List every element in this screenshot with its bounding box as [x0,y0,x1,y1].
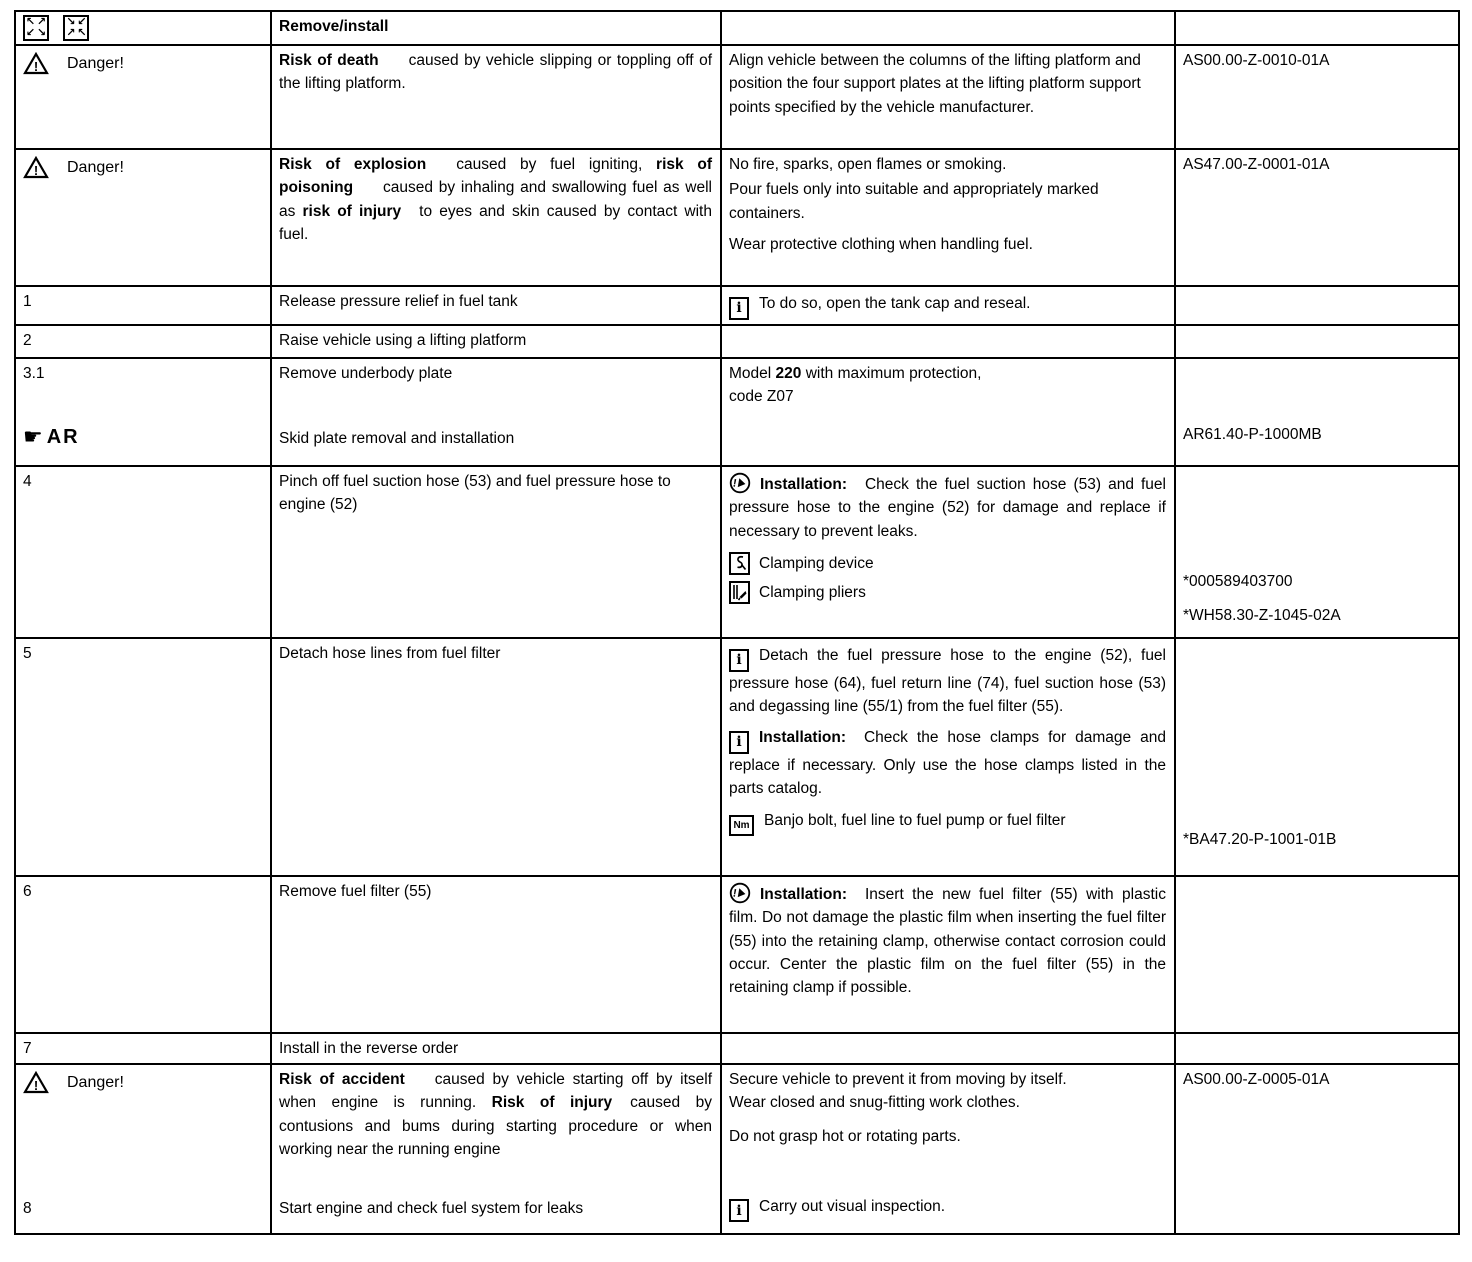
step-action: Pinch off fuel suction hose (53) and fuel pressure hose to engine (52) [272,467,722,637]
info-icon: i [729,649,749,672]
danger-marker-cell [16,1065,272,1233]
note-text: Detach the fuel pressure hose to the engine (52), fuel pressure hose (64), fuel return line (74), fuel suction hose (53) and degassing line (55/1) from the fuel filter (55). [729,647,1166,715]
table-row [16,1065,1458,1235]
step-number: 3.1 [23,365,45,382]
danger-label: Danger! [67,159,124,176]
empty-cell [1176,1034,1458,1063]
table-title: Remove/install [272,12,722,44]
installation-note [729,882,1166,999]
document-code-cell [1176,467,1458,637]
warning-triangle-icon [23,52,49,75]
empty-cell [1176,12,1458,44]
note-text: Banjo bolt, fuel line to fuel pump or fuel filter [764,812,1066,829]
risk-bold-text: risk of injury [302,202,402,220]
step-action: Remove fuel filter (55) [272,877,722,1032]
risk-bold-text: Risk of injury [491,1094,613,1112]
step-number: 2 [16,326,272,357]
note-line: Pour fuels only into suitable and appropriately marked containers. [729,181,1099,222]
installation-label: Installation: [760,886,847,903]
step-action: Detach hose lines from fuel filter [272,639,722,875]
step-number-cell [16,359,272,465]
document-code: AS00.00-Z-0010-01A [1183,52,1330,69]
danger-label: Danger! [67,55,124,72]
document-code: AR61.40-P-1000MB [1183,425,1322,443]
installation-label: Installation: [760,476,847,493]
torque-icon: Nm [729,815,754,836]
clamping-device-icon [729,552,750,575]
document-code-cell [1176,639,1458,875]
table-row [16,639,1458,877]
table-row [16,467,1458,639]
installation-icon [729,882,751,904]
document-code: AS00.00-Z-0005-01A [1183,1071,1330,1088]
clamping-pliers-icon [729,581,750,604]
info-icon: i [729,297,749,320]
ar-label: AR [46,426,80,448]
note-text: Insert the new fuel filter (55) with plastic film. Do not damage the plastic film when inserting the fuel filter (55) into the retaining clamp, otherwise contact corrosion could occur. Center the plastic film on the fuel filter (55) in the retaining clamp if possible. [729,886,1166,996]
torque-note [729,809,1166,836]
danger-text-cell: Risk of explosion caused by fuel igniting, risk of poisoning caused by inhaling and swallowing fuel as well as risk of injury to eyes and skin caused by contact with fuel. [272,150,722,285]
risk-text: caused by vehicle slipping or toppling off of the lifting platform. [279,52,712,93]
risk-bold-text: Risk of explosion [279,156,427,173]
step-number: 4 [16,467,272,637]
empty-cell [1176,877,1458,1032]
sub-procedure-title: Skid plate removal and installation [279,429,515,447]
step-action-cell [272,359,722,465]
expand-icon[interactable]: ↖ ↗ ↙ ↘ [23,15,49,41]
note-cell [722,639,1176,875]
step-action: Install in the reverse order [272,1034,722,1063]
note-cell [722,1065,1176,1233]
tool-name: Clamping pliers [759,584,866,601]
note-text: Check the fuel suction hose (53) and fuel pressure hose to the engine (52) for damage and replace if necessary to prevent leaks. [729,476,1166,540]
table-row [16,287,1458,326]
info-icon: i [729,731,749,754]
table-row [16,359,1458,467]
danger-marker-cell [16,46,272,148]
document-code: *BA47.20-P-1001-01B [1183,831,1337,848]
note-text: Check the hose clamps for damage and replace if necessary. Only use the hose clamps listed in the parts catalog. [729,729,1166,797]
danger-marker-cell [16,150,272,285]
empty-cell [722,1034,1176,1063]
header-icons-cell [16,12,272,44]
risk-bold-text: Risk of death [279,52,379,69]
note-cell [722,287,1176,324]
danger-text-cell: Risk of accident caused by vehicle starting off by itself when engine is running. Risk of injury caused by contusions and bums during starting procedure or when working near the running engine Start engine and check fuel system for leaks [272,1065,722,1233]
step-number: 6 [16,877,272,1032]
collapse-icon[interactable]: ↘ ↙ ↗ ↖ [63,15,89,41]
installation-icon [729,472,751,494]
document-code-cell [1176,359,1458,465]
warning-triangle-icon [23,1071,49,1094]
empty-cell [722,12,1176,44]
note-line: Wear closed and snug-fitting work clothes. [729,1094,1020,1112]
note-cell [722,877,1176,1032]
svg-text:!: ! [33,163,39,178]
note-line: No fire, sparks, open flames or smoking. [729,156,1007,173]
part-number: *000589403700 [1183,573,1293,590]
svg-text:!: ! [33,59,39,74]
info-note [729,1195,1166,1231]
note-text: Carry out visual inspection. [759,1197,946,1215]
empty-cell [1176,287,1458,324]
step-action: Remove underbody plate [279,365,453,382]
empty-cell [722,326,1176,357]
note-text: To do so, open the tank cap and reseal. [759,295,1031,312]
note-cell [722,467,1176,637]
hand-pointer-icon: ☛ [23,424,43,449]
scanned-service-document [0,10,1472,1262]
table-row [16,1034,1458,1065]
installation-label: Installation: [759,729,846,746]
step-number: 5 [16,639,272,875]
danger-text-cell [272,46,722,148]
risk-bold-text: risk of poisoning [279,156,713,197]
table-row [16,877,1458,1034]
note-cell [722,150,1176,285]
special-tool-line [729,552,1166,575]
step-action: Release pressure relief in fuel tank [272,287,722,324]
note-line: code Z07 [729,388,794,406]
info-icon: i [729,1199,749,1222]
svg-text:!: ! [731,887,738,900]
svg-text:!: ! [731,477,738,490]
table-row [16,326,1458,359]
info-note [729,644,1166,718]
step-action: Raise vehicle using a lifting platform [272,326,722,357]
step-action: Start engine and check fuel system for leaks [279,1199,584,1217]
note-line: Secure vehicle to prevent it from moving by itself. [729,1071,1067,1088]
note-line: Do not grasp hot or rotating parts. [729,1127,961,1145]
tool-name: Clamping device [759,554,874,572]
step-number: 1 [16,287,272,324]
danger-label: Danger! [67,1074,124,1091]
installation-note [729,726,1166,800]
note-cell: Align vehicle between the columns of the lifting platform and position the four support plates at the lifting platform support points specified by the vehicle manufacturer. [722,46,1176,148]
table-row [16,46,1458,150]
table-row [16,12,1458,46]
installation-note [729,472,1166,543]
step-number: 7 [16,1034,272,1063]
table-row [16,150,1458,287]
note-cell [722,359,1176,465]
workshop-equipment-line [729,581,1166,604]
ar-reference [23,422,262,462]
risk-bold-text: Risk of accident [279,1071,405,1088]
step-number: 8 [23,1199,32,1217]
svg-text:!: ! [33,1078,39,1093]
note-line: Model 220 with maximum protection, [729,365,982,382]
document-code: *WH58.30-Z-1045-02A [1183,607,1341,625]
warning-triangle-icon [23,156,49,179]
procedure-table [14,10,1460,1235]
document-code: AS47.00-Z-0001-01A [1183,156,1330,173]
note-line: Wear protective clothing when handling fuel. [729,235,1033,253]
empty-cell [1176,326,1458,357]
